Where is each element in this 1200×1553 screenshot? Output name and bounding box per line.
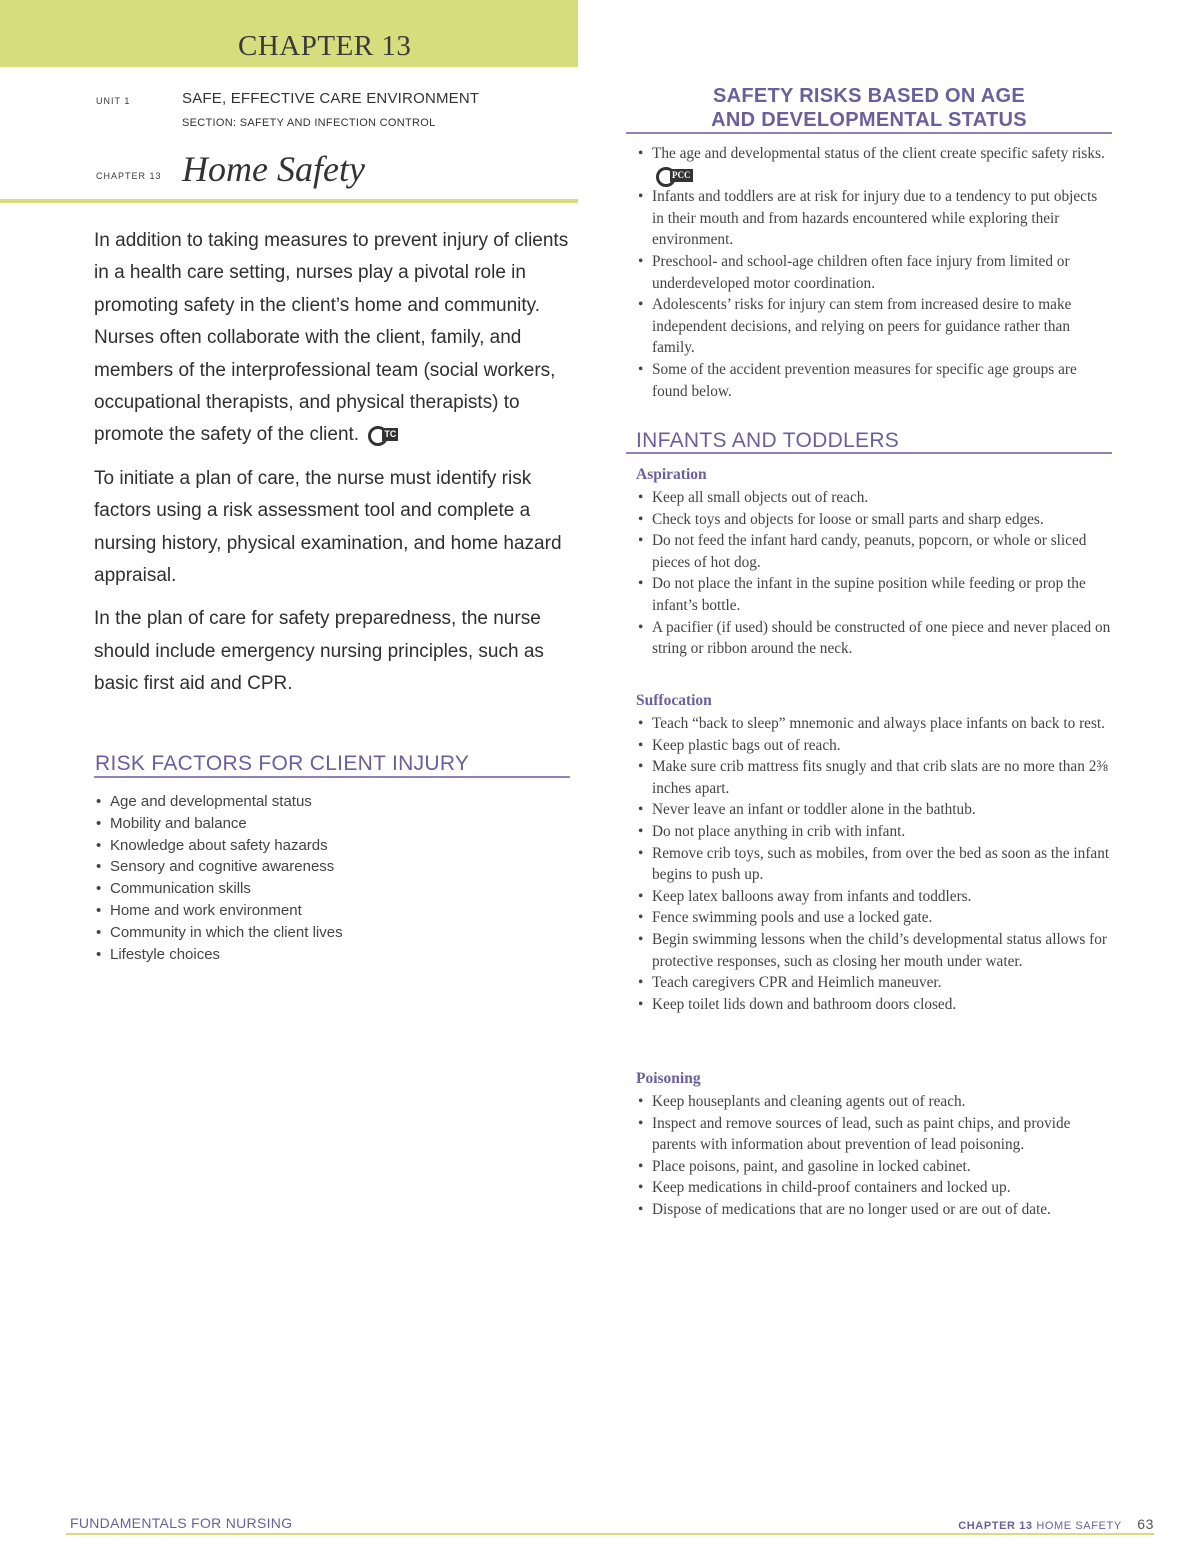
aspiration-heading: Aspiration [636, 466, 707, 483]
list-item: • A pacifier (if used) should be constructed of one piece and never placed on string or ribbon around the neck. [636, 617, 1112, 660]
title-divider [0, 199, 578, 203]
list-item: • Keep medications in child-proof containers and locked up. [636, 1177, 1112, 1199]
list-item: • Some of the accident prevention measures for specific age groups are found below. [636, 359, 1112, 402]
chapter-title: Home Safety [182, 149, 365, 189]
intro-paragraph-3: In the plan of care for safety preparedness, the nurse should include emergency nursing principles, such as basic first aid and CPR. [94, 608, 544, 695]
intro-text [94, 225, 574, 712]
intro-paragraph-1 [94, 225, 574, 452]
list-item: • Community in which the client lives [94, 922, 564, 944]
list-item: • Knowledge about safety hazards [94, 835, 564, 857]
list-item: • Age and developmental status [94, 791, 564, 813]
list-item [636, 143, 1112, 186]
footer-chapter-title: HOME SAFETY [1036, 1520, 1122, 1532]
list-item: • Mobility and balance [94, 813, 564, 835]
list-item: • Communication skills [94, 878, 564, 900]
footer-divider [66, 1533, 1154, 1535]
qsen-patient-centered-icon [656, 167, 690, 185]
list-item: • Do not place anything in crib with infant. [636, 821, 1112, 843]
footer-chapter-info [958, 1516, 1154, 1532]
intro-paragraph-1-text: In addition to taking measures to prevent injury of clients in a health care setting, nurses play a pivotal role in promoting safety in the client’s home and community. Nurses often collaborate with the client, family, and members of the interprofessional team (social workers, occupational therapists, and physical therapists) to promote the safety of the client. [94, 230, 569, 446]
list-item: • Infants and toddlers are at risk for injury due to a tendency to put objects in their mouth and from hazards encountered while exploring their environment. [636, 186, 1112, 251]
aspiration-list [636, 487, 1112, 660]
list-item: • Do not feed the infant hard candy, peanuts, popcorn, or whole or sliced pieces of hot dog. [636, 530, 1112, 573]
chapter-banner [0, 0, 578, 67]
list-item: • Place poisons, paint, and gasoline in locked cabinet. [636, 1156, 1112, 1178]
qsen-teamwork-icon [368, 426, 402, 444]
suffocation-list [636, 713, 1112, 1015]
list-item: • Home and work environment [94, 900, 564, 922]
list-item: • Teach “back to sleep” mnemonic and always place infants on back to rest. [636, 713, 1112, 735]
risk-factors-divider [94, 776, 570, 778]
page-number: 63 [1137, 1516, 1154, 1532]
list-item: • Keep latex balloons away from infants and toddlers. [636, 886, 1112, 908]
age-risks-heading-line-1: SAFETY RISKS BASED ON AGE [713, 85, 1025, 107]
infants-toddlers-divider [626, 452, 1112, 454]
chapter-number-label: CHAPTER 13 [96, 171, 162, 181]
list-item: • Inspect and remove sources of lead, such as paint chips, and provide parents with information about prevention of lead poisoning. [636, 1113, 1112, 1156]
poisoning-list [636, 1091, 1112, 1221]
list-item: • Dispose of medications that are no longer used or are out of date. [636, 1199, 1112, 1221]
unit-title: SAFE, EFFECTIVE CARE ENVIRONMENT [182, 90, 480, 107]
age-risks-heading [626, 84, 1112, 132]
list-item: • Lifestyle choices [94, 944, 564, 966]
list-item: • Remove crib toys, such as mobiles, from over the bed as soon as the infant begins to push up. [636, 843, 1112, 886]
list-item: • Keep toilet lids down and bathroom doors closed. [636, 994, 1112, 1016]
list-item: • Never leave an infant or toddler alone in the bathtub. [636, 799, 1112, 821]
list-item: • Make sure crib mattress fits snugly and that crib slats are no more than 2⅜ inches apart. [636, 756, 1112, 799]
age-risks-divider [626, 132, 1112, 134]
chapter-banner-label: CHAPTER 13 [238, 30, 412, 62]
list-item-text: The age and developmental status of the client create specific safety risks. [652, 145, 1105, 162]
list-item: • Preschool- and school-age children often face injury from limited or underdeveloped motor coordination. [636, 251, 1112, 294]
list-item: • Keep all small objects out of reach. [636, 487, 1112, 509]
list-item: • Check toys and objects for loose or small parts and sharp edges. [636, 509, 1112, 531]
list-item: • Begin swimming lessons when the child’s developmental status allows for protective responses, such as closing her mouth under water. [636, 929, 1112, 972]
list-item: • Do not place the infant in the supine position while feeding or prop the infant’s bottle. [636, 573, 1112, 616]
qsen-tag: TC [384, 429, 397, 440]
list-item: • Adolescents’ risks for injury can stem from increased desire to make independent decisions, and relying on peers for guidance rather than family. [636, 294, 1112, 359]
risk-factors-heading: RISK FACTORS FOR CLIENT INJURY [95, 752, 470, 775]
list-item: • Teach caregivers CPR and Heimlich maneuver. [636, 972, 1112, 994]
section-label: SECTION: SAFETY AND INFECTION CONTROL [182, 117, 436, 129]
footer-book-title: FUNDAMENTALS FOR NURSING [70, 1515, 293, 1531]
list-item: • Fence swimming pools and use a locked gate. [636, 907, 1112, 929]
list-item: • Keep houseplants and cleaning agents out of reach. [636, 1091, 1112, 1113]
risk-factors-list [94, 791, 564, 965]
qsen-tag: PCC [672, 170, 691, 181]
list-item: • Sensory and cognitive awareness [94, 856, 564, 878]
age-risks-heading-line-2: AND DEVELOPMENTAL STATUS [711, 109, 1027, 131]
unit-label: UNIT 1 [96, 96, 131, 106]
intro-paragraph-2: To initiate a plan of care, the nurse must identify risk factors using a risk assessment tool and complete a nursing history, physical examination, and home hazard appraisal. [94, 467, 562, 587]
list-item: • Keep plastic bags out of reach. [636, 735, 1112, 757]
footer-chapter-label: CHAPTER 13 [958, 1520, 1033, 1532]
poisoning-heading: Poisoning [636, 1070, 701, 1087]
infants-toddlers-heading: INFANTS AND TODDLERS [636, 429, 900, 452]
suffocation-heading: Suffocation [636, 692, 712, 709]
age-risks-list [636, 143, 1112, 402]
